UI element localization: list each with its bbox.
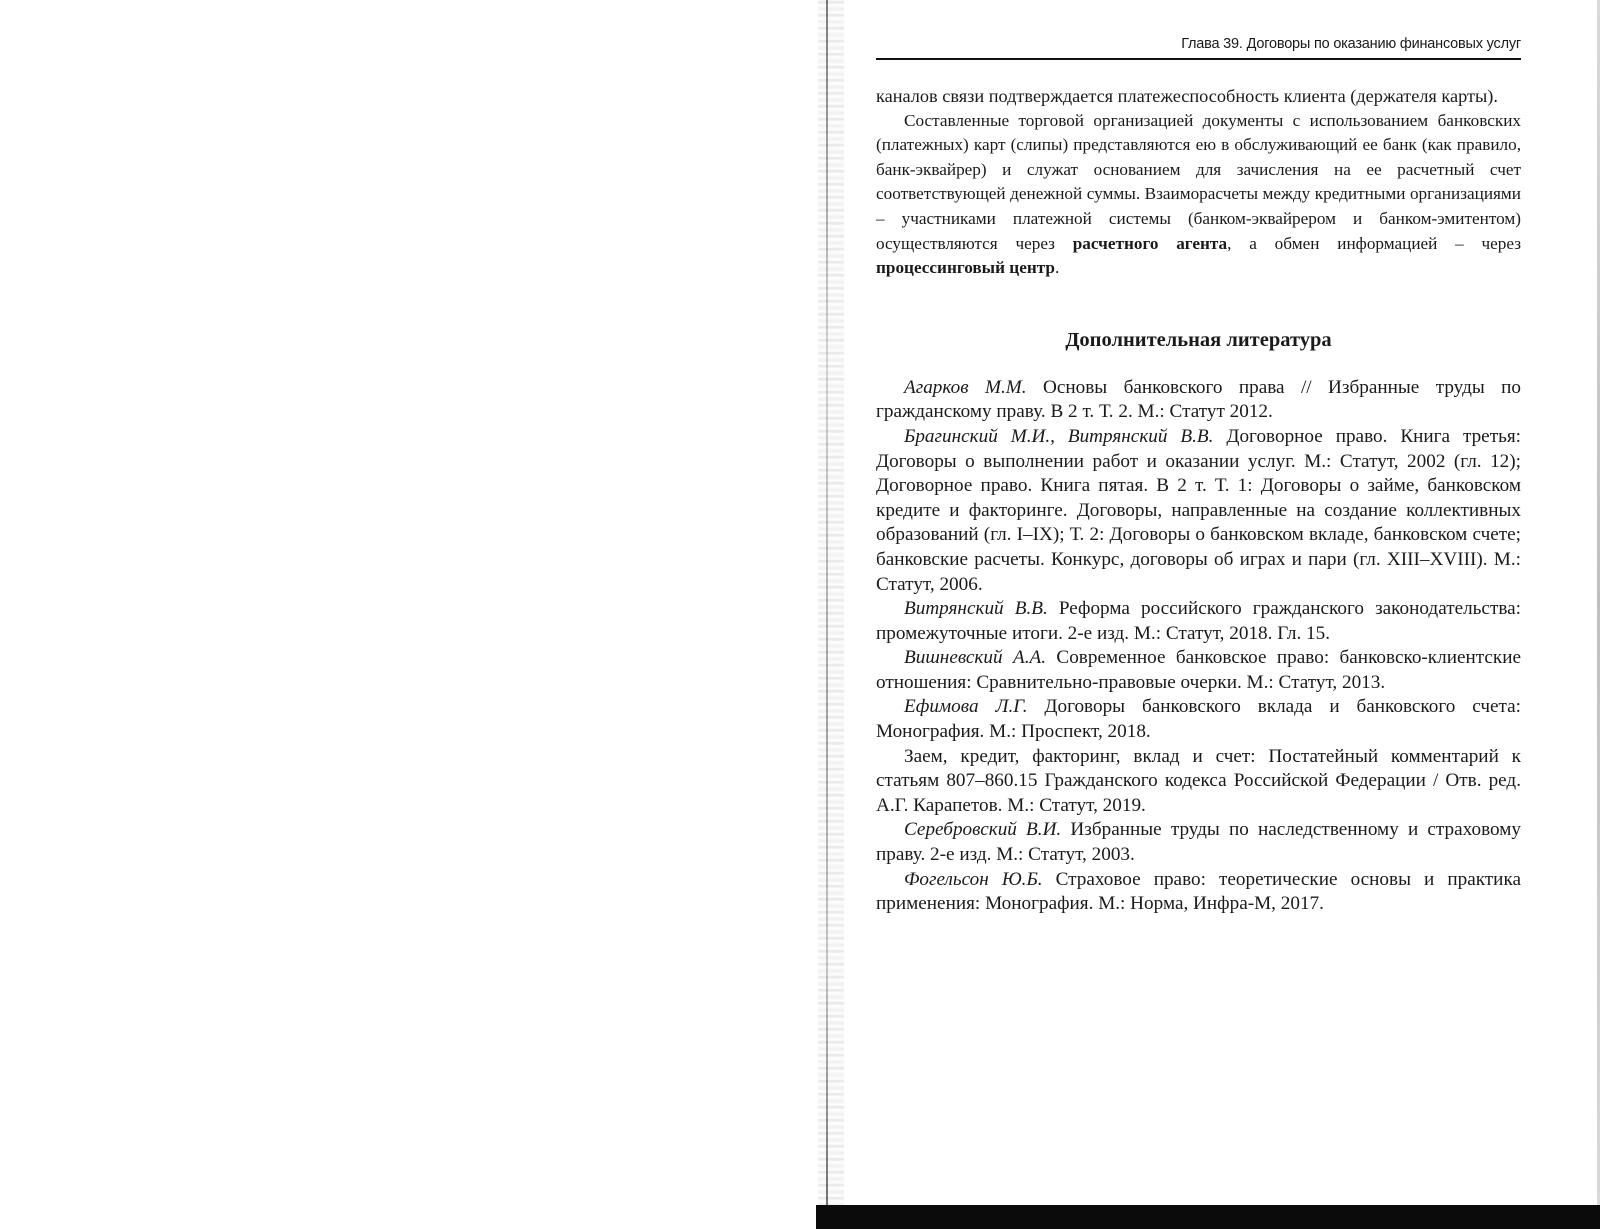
reference-item (876, 695, 1521, 744)
reference-author: Серебровский В.И. (904, 819, 1062, 841)
scan-bottom-border (816, 1205, 1600, 1229)
reference-list (876, 376, 1521, 917)
reference-item (876, 597, 1521, 646)
paragraph-text: , а обмен информацией – через (1227, 233, 1522, 253)
book-gutter-shadow (818, 0, 844, 1210)
book-spine-line (826, 0, 828, 1205)
reference-item (876, 745, 1521, 819)
reference-text: Избранные труды по наследственному и страховому праву. 2-е изд. М.: Статут, 2003. (876, 819, 1521, 866)
reference-item (876, 818, 1521, 867)
reference-text: Заем, кредит, факторинг, вклад и счет: Постатейный комментарий к статьям 807–860.15 Гражданского кодекса Российской Федерации / Отв. ред. А.Г. Карапетов. М.: Статут, 2019. (876, 745, 1521, 816)
reference-text: Современное банковское право: банковско-клиентские отношения: Сравнительно-правовые очерки. М.: Статут, 2013. (876, 647, 1522, 693)
reference-item (876, 425, 1521, 597)
reference-author: Ефимова Л.Г. (904, 696, 1028, 718)
term-processing-center: процессинговый центр (876, 258, 1055, 278)
paragraph-text: . (1054, 258, 1060, 278)
term-settlement-agent: расчетного агента (1072, 233, 1228, 253)
reference-text: Реформа российского гражданского законодательства: промежуточные итоги. 2-е изд. М.: Статут, 2018. Гл. 15. (876, 598, 1521, 644)
reference-author: Витрянский В.В. (904, 598, 1048, 620)
running-head: Глава 39. Договоры по оказанию финансовых услуг (876, 36, 1521, 60)
reference-author: Агарков М.М. (904, 376, 1027, 398)
reference-item (876, 376, 1521, 425)
book-page (876, 36, 1521, 917)
reference-author: Фогельсон Ю.Б. (904, 868, 1043, 890)
paragraph-settlements (876, 109, 1521, 281)
section-heading: Дополнительная литература (1065, 328, 1332, 351)
reference-author: Вишневский А.А. (904, 647, 1047, 669)
reference-text: Страховое право: теоретические основы и практика применения: Монография. М.: Норма, Инфра-М, 2017. (876, 868, 1521, 915)
reference-text: Договорное право. Книга третья: Договоры о выполнении работ и оказании услуг. М.: Статут, 2002 (гл. 12); Договорное право. Книга пятая. В 2 т. Т. 1: Договоры о займе, банковском кредите и факторинге. Договоры, направленные на создание коллективных образований (гл. I–IX); Т. 2: Договоры о банковском вкладе, банковском счете; банковские расчеты. Конкурс, договоры об играх и пари (гл. XIII–XVIII). М.: Статут, 2006. (876, 425, 1521, 595)
reference-author: Брагинский М.И., Витрянский В.В. (904, 425, 1214, 447)
paragraph-continuation: каналов связи подтверждается платежеспособность клиента (держателя карты). (876, 86, 1498, 106)
reference-text: Основы банковского права // Избранные труды по гражданскому праву. В 2 т. Т. 2. М.: Статут 2012. (876, 376, 1521, 423)
reference-item (876, 868, 1521, 917)
reference-item (876, 646, 1521, 695)
reference-text: Договоры банковского вклада и банковского счета: Монография. М.: Проспект, 2018. (876, 696, 1521, 743)
paragraph-text: Составленные торговой организацией документы с использованием банковских (платежных) карт (слипы) представляются ею в обслуживающий ее банк (как правило, банк-эквайрер) и служат основанием для зачисления на ее расчетный счет соответствующей денежной суммы. Взаиморасчеты между кредитными организациями – участниками платежной системы (банком-эквайрером и банком-эмитентом) осуществляются через (876, 110, 1521, 253)
